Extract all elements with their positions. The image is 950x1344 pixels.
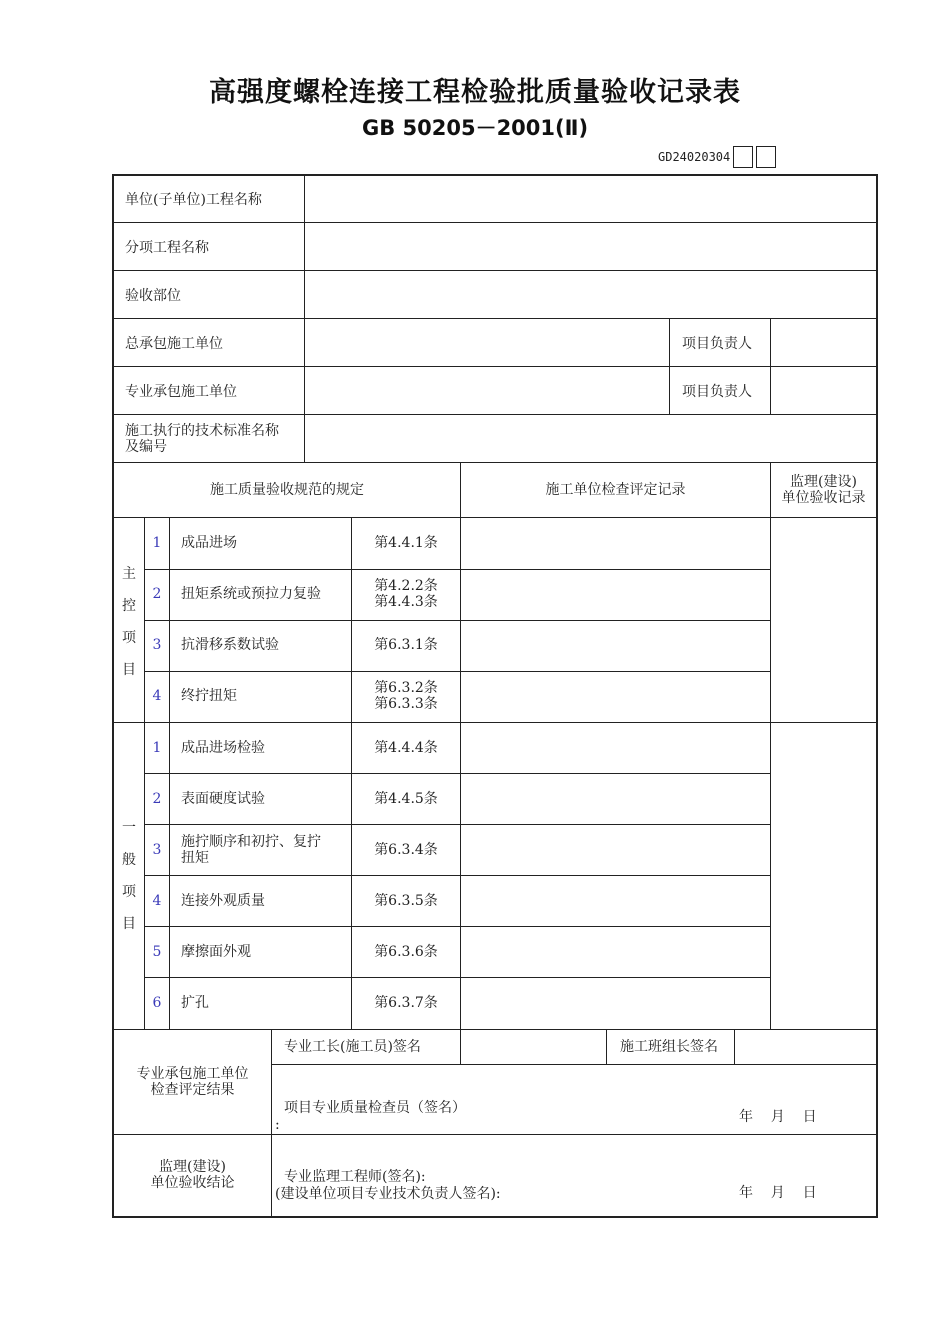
supervision-conclusion-label: 监理(建设) 单位验收结论 bbox=[150, 1159, 235, 1191]
main-items-supervision-field[interactable] bbox=[771, 518, 876, 722]
foreman-sign-label: 专业工长(施工员)签名 bbox=[284, 1039, 421, 1055]
main-item-record-field[interactable] bbox=[461, 672, 770, 722]
acceptance-part-label: 验收部位 bbox=[125, 288, 181, 304]
general-item-name: 施拧顺序和初拧、复拧 扭矩 bbox=[181, 834, 321, 866]
general-item-no: 4 bbox=[152, 893, 162, 909]
standard-name-label: 施工执行的技术标准名称 及编号 bbox=[125, 423, 279, 455]
owner-technical-lead-sign: (建设单位项目专业技术负责人签名): bbox=[275, 1186, 501, 1202]
general-item-name: 扩孔 bbox=[181, 995, 209, 1011]
team-leader-sign-field[interactable] bbox=[735, 1030, 876, 1064]
main-item-no: 4 bbox=[152, 688, 162, 704]
project-manager-field-2[interactable] bbox=[771, 367, 876, 414]
supervision-column-header: 监理(建设) 单位验收记录 bbox=[781, 474, 866, 506]
general-item-no: 5 bbox=[152, 944, 162, 960]
supervision-engineer-sign: 专业监理工程师(签名): bbox=[284, 1169, 426, 1185]
main-items-label: 主 控 项 目 bbox=[122, 566, 136, 678]
main-item-name: 抗滑移系数试验 bbox=[181, 637, 279, 653]
unit-project-name-field[interactable] bbox=[305, 176, 876, 222]
sub-project-name-field[interactable] bbox=[305, 223, 876, 270]
general-item-clause: 第6.3.7条 bbox=[374, 995, 438, 1011]
general-item-clause: 第6.3.4条 bbox=[374, 842, 438, 858]
main-item-no: 3 bbox=[152, 637, 162, 653]
spec-column-header: 施工质量验收规范的规定 bbox=[210, 482, 364, 498]
general-item-no: 6 bbox=[152, 995, 162, 1011]
check-result-label: 专业承包施工单位 检查评定结果 bbox=[136, 1066, 249, 1098]
standard-name-field[interactable] bbox=[305, 415, 876, 462]
acceptance-part-field[interactable] bbox=[305, 271, 876, 318]
standard-code-subtitle: GB 50205－2001(Ⅱ) bbox=[361, 116, 589, 140]
general-item-clause: 第4.4.5条 bbox=[374, 791, 438, 807]
general-item-name: 连接外观质量 bbox=[181, 893, 265, 909]
form-code bbox=[658, 145, 776, 169]
main-item-record-field[interactable] bbox=[461, 621, 770, 671]
general-item-name: 摩擦面外观 bbox=[181, 944, 251, 960]
main-item-clause: 第4.2.2条 第4.4.3条 bbox=[374, 578, 438, 610]
form-code-text: GD24020304 bbox=[658, 150, 731, 164]
main-item-no: 1 bbox=[152, 535, 162, 551]
general-item-record-field[interactable] bbox=[461, 774, 770, 824]
record-form bbox=[112, 174, 878, 1218]
supervision-date: 年 月 日 bbox=[739, 1185, 817, 1201]
quality-inspector-sign: 项目专业质量检查员（签名） bbox=[284, 1100, 466, 1116]
general-items-label: 一 般 项 目 bbox=[122, 820, 136, 932]
general-item-no: 2 bbox=[152, 791, 162, 807]
main-item-name: 终拧扭矩 bbox=[181, 688, 237, 704]
main-item-name: 成品进场 bbox=[181, 535, 237, 551]
general-item-name: 表面硬度试验 bbox=[181, 791, 265, 807]
general-item-record-field[interactable] bbox=[461, 825, 770, 875]
quality-inspector-colon: : bbox=[275, 1117, 280, 1133]
project-manager-field-1[interactable] bbox=[771, 319, 876, 366]
general-items-supervision-field[interactable] bbox=[771, 723, 876, 1029]
general-contractor-label: 总承包施工单位 bbox=[125, 336, 223, 352]
main-item-no: 2 bbox=[152, 586, 162, 602]
main-item-record-field[interactable] bbox=[461, 518, 770, 569]
sub-project-name-label: 分项工程名称 bbox=[125, 240, 209, 256]
project-manager-label-1: 项目负责人 bbox=[682, 336, 752, 352]
general-item-clause: 第6.3.6条 bbox=[374, 944, 438, 960]
general-item-clause: 第6.3.5条 bbox=[374, 893, 438, 909]
form-code-box-2[interactable] bbox=[756, 146, 776, 168]
general-item-record-field[interactable] bbox=[461, 978, 770, 1029]
main-item-record-field[interactable] bbox=[461, 570, 770, 620]
general-item-record-field[interactable] bbox=[461, 927, 770, 977]
team-leader-sign-label: 施工班组长签名 bbox=[620, 1039, 718, 1055]
unit-project-name-label: 单位(子单位)工程名称 bbox=[125, 192, 262, 208]
main-item-clause: 第6.3.2条 第6.3.3条 bbox=[374, 680, 438, 712]
specialty-contractor-label: 专业承包施工单位 bbox=[125, 384, 237, 400]
main-item-name: 扭矩系统或预拉力复验 bbox=[181, 586, 321, 602]
check-date: 年 月 日 bbox=[739, 1109, 817, 1125]
record-column-header: 施工单位检查评定记录 bbox=[545, 482, 686, 498]
specialty-contractor-field[interactable] bbox=[305, 367, 669, 414]
general-item-clause: 第4.4.4条 bbox=[374, 740, 438, 756]
general-item-no: 1 bbox=[152, 740, 162, 756]
general-contractor-field[interactable] bbox=[305, 319, 669, 366]
main-item-clause: 第6.3.1条 bbox=[374, 637, 438, 653]
project-manager-label-2: 项目负责人 bbox=[682, 384, 752, 400]
foreman-sign-field[interactable] bbox=[461, 1030, 606, 1064]
general-item-record-field[interactable] bbox=[461, 876, 770, 926]
page-title: 高强度螺栓连接工程检验批质量验收记录表 bbox=[209, 77, 741, 108]
general-item-name: 成品进场检验 bbox=[181, 740, 265, 756]
form-code-box-1[interactable] bbox=[733, 146, 753, 168]
general-item-record-field[interactable] bbox=[461, 723, 770, 773]
main-item-clause: 第4.4.1条 bbox=[374, 535, 438, 551]
general-item-no: 3 bbox=[152, 842, 162, 858]
